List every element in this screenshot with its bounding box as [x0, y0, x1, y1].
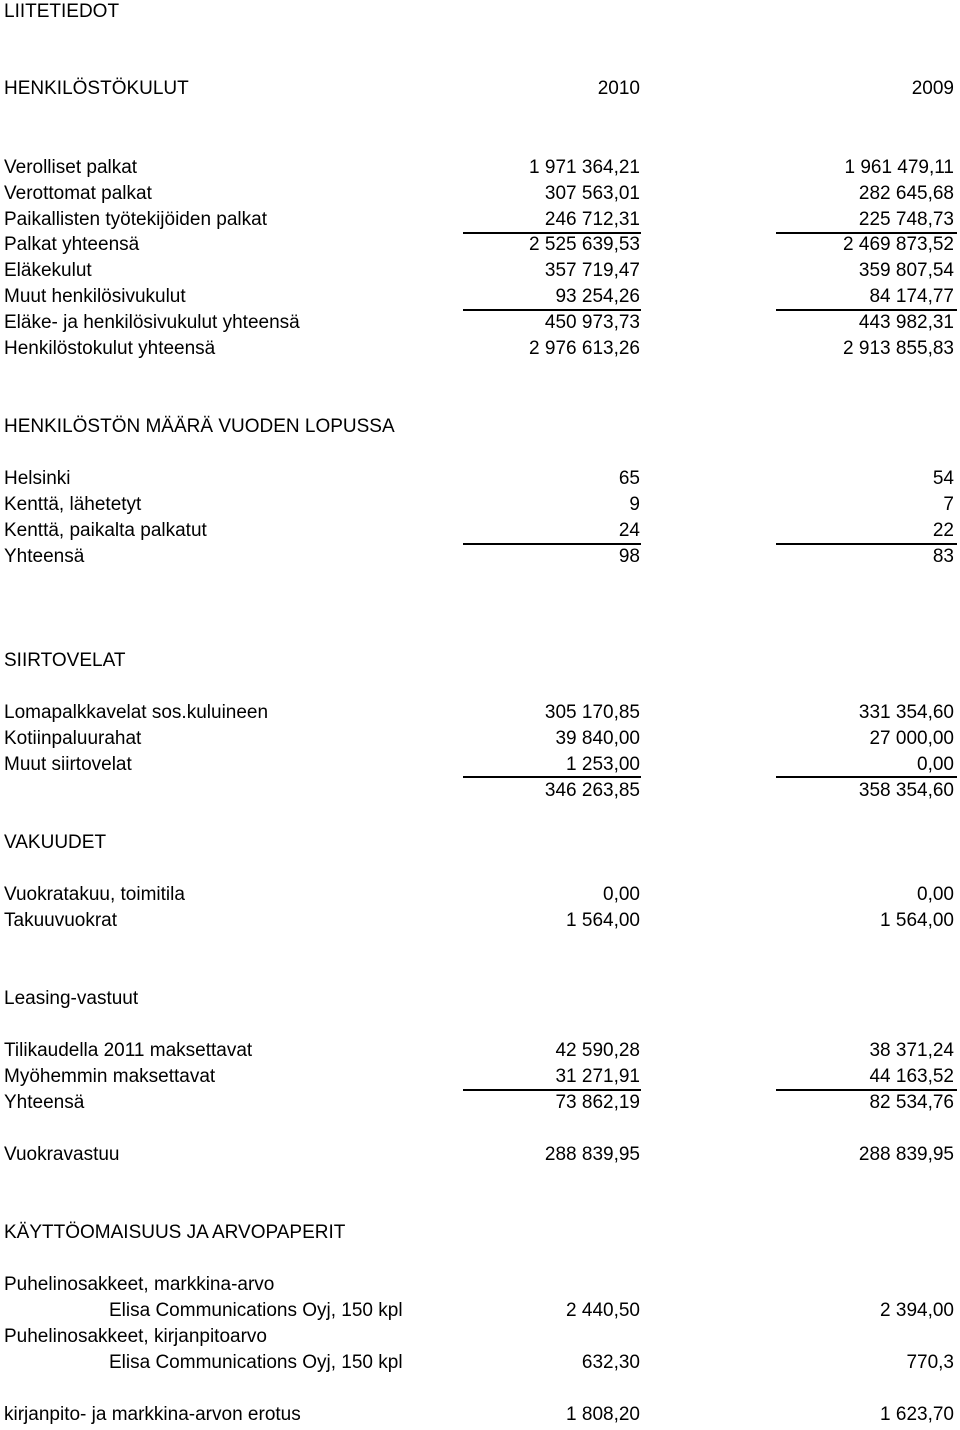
row-label: Eläkekulut — [4, 260, 92, 281]
row-label: Muut siirtovelat — [4, 754, 132, 775]
row-label: Tilikaudella 2011 maksettavat — [4, 1040, 253, 1061]
row-label: Paikallisten työtekijöiden palkat — [4, 209, 267, 230]
value-2009: 84 174,77 — [869, 286, 954, 307]
value-2010: 305 170,85 — [544, 702, 640, 723]
section-heading: SIIRTOVELAT — [4, 650, 126, 671]
row-label: Eläke- ja henkilösivukulut yhteensä — [4, 312, 300, 333]
row-label: kirjanpito- ja markkina-arvon erotus — [4, 1404, 301, 1425]
row-label: Kenttä, paikalta palkatut — [4, 520, 207, 541]
subtotal-rule — [463, 776, 641, 778]
table-row — [0, 1351, 960, 1375]
value-2009: 0,00 — [917, 884, 954, 905]
value-2009: 7 — [943, 494, 954, 515]
table-row — [0, 311, 960, 335]
value-2010: 1 564,00 — [566, 910, 640, 931]
assets-header — [0, 1221, 960, 1245]
table-row — [0, 883, 960, 907]
row-label: Myöhemmin maksettavat — [4, 1066, 216, 1087]
table-row — [0, 1091, 960, 1115]
row-label: Verolliset palkat — [4, 157, 138, 178]
value-2009: 0,00 — [917, 754, 954, 775]
table-row — [0, 1299, 960, 1323]
table-row — [0, 727, 960, 751]
value-2010: 307 563,01 — [544, 183, 640, 204]
value-2010: 93 254,26 — [555, 286, 640, 307]
table-row — [0, 467, 960, 491]
table-row — [0, 182, 960, 206]
table-row — [0, 701, 960, 725]
value-2010: 98 — [618, 546, 640, 567]
value-2010: 1 808,20 — [566, 1404, 640, 1425]
row-label: Kenttä, lähetetyt — [4, 494, 142, 515]
value-2010: 2 525 639,53 — [529, 234, 640, 255]
row-label: Puhelinosakkeet, kirjanpitoarvo — [4, 1326, 267, 1347]
value-2010: 632,30 — [581, 1352, 640, 1373]
row-label: Elisa Communications Oyj, 150 kpl — [109, 1352, 403, 1373]
value-2010: 9 — [629, 494, 640, 515]
table-row — [0, 545, 960, 569]
value-2009: 1 564,00 — [880, 910, 954, 931]
value-2009: 2 394,00 — [880, 1300, 954, 1321]
table-row — [0, 1065, 960, 1089]
row-label: Vuokravastuu — [4, 1144, 120, 1165]
value-2009: 2 469 873,52 — [843, 234, 954, 255]
row-label: Takuuvuokrat — [4, 910, 118, 931]
value-2010: 2 440,50 — [566, 1300, 640, 1321]
value-2010: 288 839,95 — [544, 1144, 640, 1165]
value-2009: 331 354,60 — [858, 702, 954, 723]
section-heading: HENKILÖSTÖN MÄÄRÄ VUODEN LOPUSSA — [4, 416, 395, 437]
value-2009: 1 961 479,11 — [844, 157, 954, 178]
value-2010: 450 973,73 — [544, 312, 640, 333]
row-label: Helsinki — [4, 468, 71, 489]
table-row — [0, 1403, 960, 1427]
row-label: Yhteensä — [4, 546, 85, 567]
value-2010: 2 976 613,26 — [529, 338, 640, 359]
value-2009: 38 371,24 — [869, 1040, 954, 1061]
total-2009: 358 354,60 — [858, 780, 954, 801]
value-2009: 83 — [932, 546, 954, 567]
value-2009: 22 — [932, 520, 954, 541]
value-2009: 288 839,95 — [858, 1144, 954, 1165]
row-label: Henkilöstokulut yhteensä — [4, 338, 216, 359]
value-2009: 359 807,54 — [858, 260, 954, 281]
table-row — [0, 779, 960, 803]
securities-header — [0, 831, 960, 855]
headcount-header — [0, 415, 960, 439]
table-row — [0, 337, 960, 361]
value-2009: 2 913 855,83 — [843, 338, 954, 359]
value-2010: 65 — [618, 468, 640, 489]
value-2010: 357 719,47 — [544, 260, 640, 281]
table-row — [0, 208, 960, 232]
subtotal-rule — [776, 776, 957, 778]
year-2010-header: 2010 — [597, 78, 640, 99]
section-heading: HENKILÖSTÖKULUT — [4, 78, 189, 99]
personnel-costs-header — [0, 77, 960, 101]
value-2010: 42 590,28 — [555, 1040, 640, 1061]
row-label: Lomapalkkavelat sos.kuluineen — [4, 702, 269, 723]
row-label: Vuokratakuu, toimitila — [4, 884, 185, 905]
value-2010: 73 862,19 — [555, 1092, 640, 1113]
table-row — [0, 259, 960, 283]
value-2009: 82 534,76 — [869, 1092, 954, 1113]
value-2009: 54 — [932, 468, 954, 489]
year-2009-header: 2009 — [911, 78, 954, 99]
leasing-header — [0, 987, 960, 1011]
row-label: Verottomat palkat — [4, 183, 152, 204]
subheading-row — [0, 1325, 960, 1349]
section-heading: KÄYTTÖOMAISUUS JA ARVOPAPERIT — [4, 1222, 346, 1243]
value-2009: 443 982,31 — [858, 312, 954, 333]
table-row — [0, 1143, 960, 1167]
page-title-line — [0, 0, 960, 24]
value-2009: 225 748,73 — [858, 209, 954, 230]
table-row — [0, 753, 960, 777]
row-label: Yhteensä — [4, 1092, 85, 1113]
value-2009: 27 000,00 — [869, 728, 954, 749]
row-label: Palkat yhteensä — [4, 234, 140, 255]
value-2010: 0,00 — [603, 884, 640, 905]
page-title: LIITETIEDOT — [4, 1, 120, 22]
table-row — [0, 156, 960, 180]
total-2010: 346 263,85 — [544, 780, 640, 801]
value-2009: 770,3 — [906, 1352, 954, 1373]
row-label: Kotiinpaluurahat — [4, 728, 142, 749]
section-heading: VAKUUDET — [4, 832, 107, 853]
table-row — [0, 233, 960, 257]
value-2010: 39 840,00 — [555, 728, 640, 749]
row-label: Puhelinosakkeet, markkina-arvo — [4, 1274, 275, 1295]
value-2009: 282 645,68 — [858, 183, 954, 204]
value-2009: 1 623,70 — [880, 1404, 954, 1425]
value-2010: 24 — [618, 520, 640, 541]
row-label: Elisa Communications Oyj, 150 kpl — [109, 1300, 403, 1321]
value-2010: 31 271,91 — [555, 1066, 640, 1087]
value-2010: 1 971 364,21 — [529, 157, 640, 178]
table-row — [0, 519, 960, 543]
value-2010: 246 712,31 — [544, 209, 640, 230]
value-2009: 44 163,52 — [869, 1066, 954, 1087]
table-row — [0, 909, 960, 933]
table-row — [0, 493, 960, 517]
row-label: Muut henkilösivukulut — [4, 286, 186, 307]
section-heading: Leasing-vastuut — [4, 988, 139, 1009]
value-2010: 1 253,00 — [566, 754, 640, 775]
subheading-row — [0, 1273, 960, 1297]
table-row — [0, 285, 960, 309]
accruals-header — [0, 649, 960, 673]
table-row — [0, 1039, 960, 1063]
